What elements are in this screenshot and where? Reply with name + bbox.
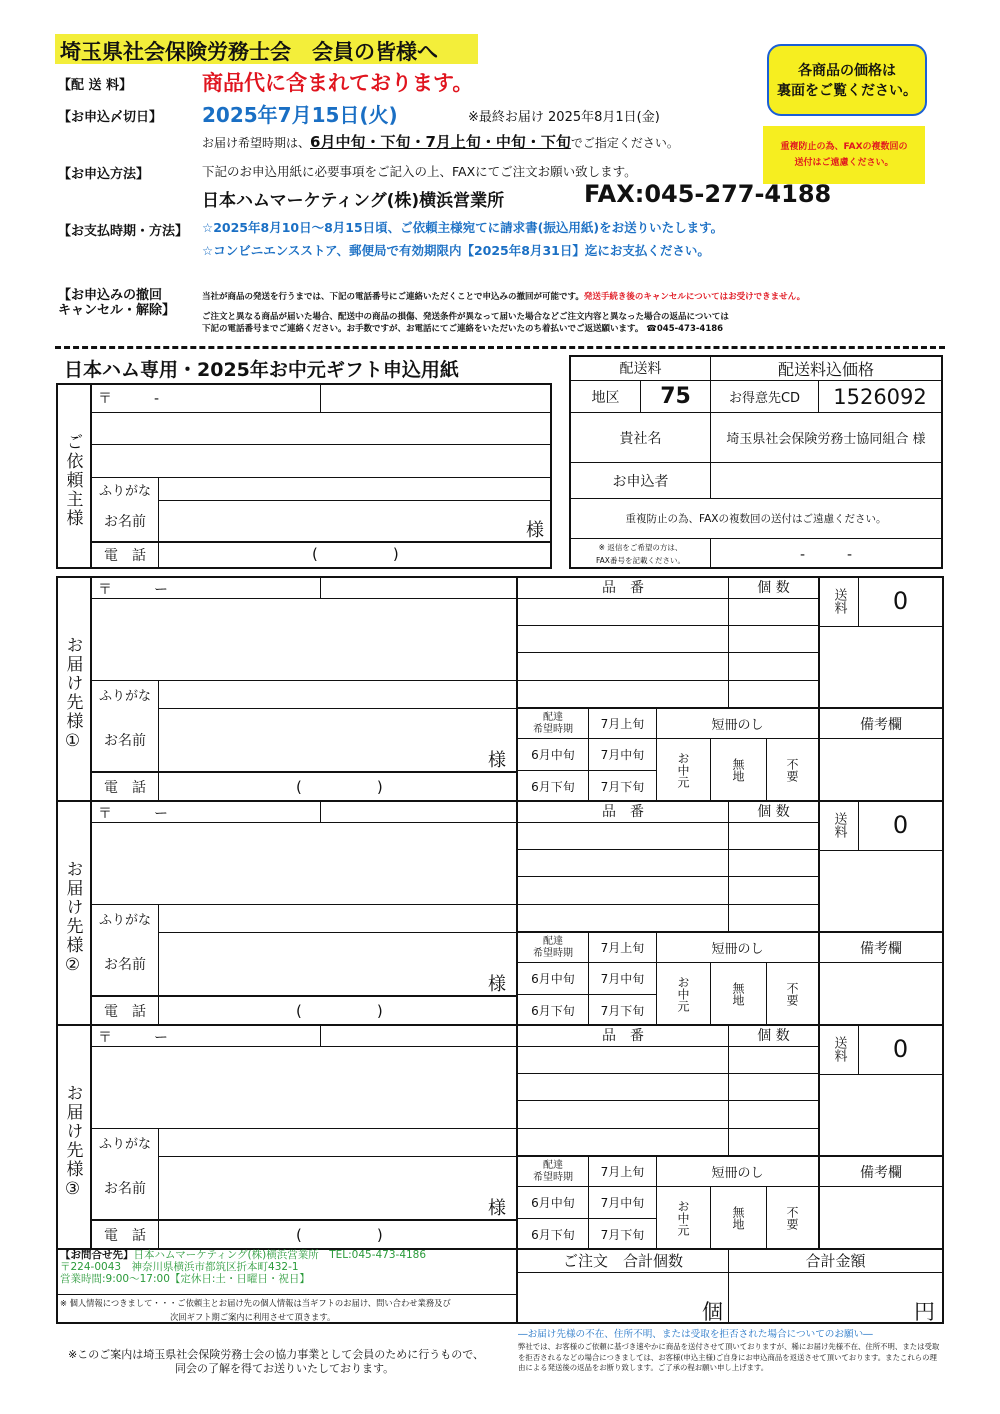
qty-header-3: 個 数: [757, 1028, 790, 1044]
recipient-phone-input-2[interactable]: ( ): [296, 1002, 383, 1020]
muji-option-1[interactable]: 無地: [731, 758, 745, 782]
delivery-time-label-3: 配達 希望時期: [533, 1159, 573, 1183]
recipient-address-input-1[interactable]: [92, 600, 516, 679]
recipient-furigana-label-3: ふりがな: [98, 1137, 151, 1152]
jul-early-2[interactable]: 7月上旬: [600, 941, 645, 955]
payment-label: 【お支払時期・方法】: [58, 224, 189, 239]
client-cd-label: お得意先CD: [728, 391, 801, 406]
requester-furigana-label: ふりがな: [98, 483, 151, 499]
item-no-input-1-4[interactable]: [518, 680, 728, 706]
fee-notes-1: [820, 627, 942, 707]
qty-input-1-1[interactable]: [729, 599, 818, 625]
rule: [320, 1024, 321, 1046]
rule: [320, 576, 321, 598]
item-no-input-1-1[interactable]: [518, 599, 728, 625]
cut-line: [55, 346, 945, 349]
jul-mid-1[interactable]: 7月中旬: [600, 748, 645, 762]
delivery-time-label-2: 配達 希望時期: [533, 935, 573, 959]
recipient-name-input-3[interactable]: [159, 1157, 484, 1219]
fuyo-option-2[interactable]: 不要: [785, 982, 799, 1006]
fee-value-2: 0: [892, 811, 909, 839]
requester-sama: 様: [526, 520, 544, 541]
jul-late-3[interactable]: 7月下旬: [600, 1228, 645, 1242]
item-no-header-1: 品 番: [602, 580, 644, 596]
fax-reply-input[interactable]: - -: [799, 547, 853, 563]
requester-phone-input[interactable]: ( ): [312, 545, 399, 563]
fee-notes-2: [820, 851, 942, 931]
jul-late-2[interactable]: 7月下旬: [600, 1004, 645, 1018]
fax-number: FAX:045-277-4188: [584, 180, 832, 208]
total-amount-unit: 円: [914, 1300, 935, 1324]
contact-info: [60, 1249, 426, 1285]
recipient-postal-input-3[interactable]: [150, 1025, 318, 1045]
qty-input-2-2[interactable]: [729, 850, 818, 876]
remarks-header-2: 備考欄: [860, 940, 902, 957]
ochugen-option-1[interactable]: お中元: [676, 752, 690, 788]
item-no-input-1-2[interactable]: [518, 626, 728, 652]
delivery-pre: お届け希望時期は、: [202, 136, 311, 150]
recipient-label-1: お届け先様①: [62, 635, 83, 753]
requester-address-input[interactable]: [92, 414, 550, 476]
shipping-value: 商品代に含まれております。: [202, 71, 474, 95]
area-label: 地区: [591, 389, 620, 406]
recipient-furigana-label-1: ふりがな: [98, 689, 151, 704]
jul-late-1[interactable]: 7月下旬: [600, 780, 645, 794]
remarks-header-1: 備考欄: [860, 716, 902, 733]
jul-early-3[interactable]: 7月上旬: [600, 1165, 645, 1179]
recipient-phone-label-1: 電 話: [104, 780, 146, 796]
qty-input-1-2[interactable]: [729, 626, 818, 652]
recipient-phone-label-2: 電 話: [104, 1004, 146, 1020]
jul-mid-3[interactable]: 7月中旬: [600, 1196, 645, 1210]
delivery-periods: 6月中旬・下旬・7月上旬・中旬・下旬: [310, 133, 571, 151]
client-cd-value: 1526092: [833, 384, 927, 409]
recipient-postal-input-1[interactable]: [150, 577, 318, 597]
contact-company: 日本ハムマーケティング(株)横浜営業所 TEL:045-473-4186: [133, 1249, 427, 1261]
jun-late-2[interactable]: 6月下旬: [531, 1004, 575, 1018]
cancel-text-b: 発送手続き後のキャンセルについてはお受けできません。: [583, 292, 806, 302]
applicant-label: お申込者: [612, 473, 669, 490]
rule: [58, 1294, 516, 1295]
qty-input-3-2[interactable]: [729, 1074, 818, 1100]
final-delivery: ※最終お届け 2025年8月1日(金): [468, 110, 660, 125]
jun-mid-2[interactable]: 6月中旬: [531, 972, 575, 986]
fax-reply-note: ※ 返信をご希望の方は、 FAX番号を記載ください。: [596, 543, 685, 565]
cancel-text-a: 当社が商品の発送を行うまでは、下記の電話番号にご連絡いただくことで申込みの撤回が可能です。: [202, 292, 584, 302]
item-no-input-3-3[interactable]: [518, 1101, 728, 1127]
recipient-sama-2: 様: [488, 974, 506, 995]
requester-postal-input[interactable]: [150, 384, 318, 411]
remarks-header-3: 備考欄: [860, 1164, 902, 1181]
shipping-label: 【配 送 料】: [58, 78, 133, 93]
jul-mid-2[interactable]: 7月中旬: [600, 972, 645, 986]
recipient-postal-2: 〒 ー: [98, 806, 168, 822]
noshi-header-1: 短冊のし: [711, 718, 764, 733]
delivery-post: でご指定ください。: [570, 136, 679, 150]
fuyo-option-1[interactable]: 不要: [785, 758, 799, 782]
qty-input-3-1[interactable]: [729, 1047, 818, 1073]
total-qty-unit: 個: [702, 1300, 723, 1324]
qty-input-1-3[interactable]: [729, 653, 818, 679]
price-note-text: 各商品の価格は 裏面をご覧ください。: [777, 63, 917, 99]
item-no-input-3-2[interactable]: [518, 1074, 728, 1100]
recipient-label-2: お届け先様②: [62, 859, 83, 977]
fee-value-1: 0: [892, 587, 909, 615]
recipient-label-3: お届け先様③: [62, 1083, 83, 1201]
privacy-1: ※ 個人情報につきまして・・・ご依頼主とお届け先の個人情報は当ギフトのお届け、問い合わせ業務及び: [60, 1298, 451, 1308]
company-name: 日本ハムマーケティング(株)横浜営業所: [202, 191, 505, 211]
delivery-time-label-1: 配達 希望時期: [533, 711, 573, 735]
fee-label-1: 送料: [831, 588, 847, 614]
applicant-input[interactable]: [711, 463, 941, 498]
recipient-name-label-2: お名前: [104, 957, 146, 973]
company-label: 貴社名: [619, 430, 662, 447]
cancel-line-1: [202, 290, 805, 302]
total-qty-input[interactable]: [518, 1273, 698, 1323]
bottom-note-1: ※このご案内は埼玉県社会保険労務士会の協力事業として会員のために行うもので、: [68, 1348, 484, 1361]
recipient-phone-label-3: 電 話: [104, 1228, 146, 1244]
contact-address: 〒224-0043 神奈川県横浜市都筑区折本町432-1: [60, 1261, 299, 1273]
area-value: 75: [660, 384, 691, 409]
dup-note-box: [763, 126, 925, 184]
deadline-value: 2025年7月15日(火): [202, 103, 398, 127]
fee-value-3: 0: [892, 1035, 909, 1063]
jul-early-1[interactable]: 7月上旬: [600, 717, 645, 731]
recipient-furigana-label-2: ふりがな: [98, 913, 151, 928]
fee-notes-3: [820, 1075, 942, 1155]
total-amount-input[interactable]: [729, 1273, 909, 1323]
recipient-furigana-input-3[interactable]: [159, 1129, 516, 1156]
requester-name-label: お名前: [104, 514, 146, 530]
muji-option-3[interactable]: 無地: [731, 1206, 745, 1230]
recipient-postal-1: 〒 ー: [98, 582, 168, 598]
payment-line-1: ☆2025年8月10日～8月15日頃、ご依頼主様宛てに請求書(振込用紙)をお送りいたします。: [202, 220, 724, 235]
qty-input-3-3[interactable]: [729, 1101, 818, 1127]
dup-note-text: 重複防止の為、FAXの複数回の 送付はご遠慮ください。: [780, 142, 908, 168]
deadline-label: 【お申込〆切日】: [58, 110, 163, 125]
fee-label-2: 送料: [831, 812, 847, 838]
jun-mid-1[interactable]: 6月中旬: [531, 748, 575, 762]
item-no-input-3-1[interactable]: [518, 1047, 728, 1073]
jun-late-1[interactable]: 6月下旬: [531, 780, 575, 794]
item-no-input-1-3[interactable]: [518, 653, 728, 679]
jun-mid-3[interactable]: 6月中旬: [531, 1196, 575, 1210]
jun-late-3[interactable]: 6月下旬: [531, 1228, 575, 1242]
requester-postal: 〒 -: [98, 391, 160, 407]
recipient-name-label-1: お名前: [104, 733, 146, 749]
cancel-line-2: ご注文と異なる商品が届いた場合、配送中の商品の損傷、発送条件が異なって届いた場合などご注文内容と異なった場合の返品については: [202, 312, 729, 322]
qty-header-2: 個 数: [757, 804, 790, 820]
fee-label-3: 送料: [831, 1036, 847, 1062]
form-title: 日本ハム専用・2025年お中元ギフト申込用紙: [64, 359, 459, 381]
page-title: 埼玉県社会保険労務士会 会員の皆様へ: [60, 40, 438, 64]
notice-title: ―お届け先様の不在、住所不明、または受取を拒否された場合についてのお願い―: [518, 1329, 873, 1340]
recipient-furigana-input-1[interactable]: [159, 681, 516, 708]
remarks-input-1[interactable]: [820, 739, 942, 801]
recipient-sama-1: 様: [488, 750, 506, 771]
noshi-header-2: 短冊のし: [711, 942, 764, 957]
item-no-input-3-4[interactable]: [518, 1128, 728, 1154]
bottom-note-2: 同会の了解を得てお送りいたしております。: [175, 1362, 395, 1375]
qty-input-2-3[interactable]: [729, 877, 818, 903]
qty-header-1: 個 数: [757, 580, 790, 596]
shipping-fee-incl-header: 配送料込価格: [777, 359, 874, 379]
recipient-phone-input-1[interactable]: ( ): [296, 778, 383, 796]
requester-name-input[interactable]: [159, 501, 519, 541]
item-no-input-2-4[interactable]: [518, 904, 728, 930]
item-no-input-2-2[interactable]: [518, 850, 728, 876]
price-note-box: [767, 44, 927, 116]
qty-input-2-1[interactable]: [729, 823, 818, 849]
item-no-header-3: 品 番: [602, 1028, 644, 1044]
recipient-sama-3: 様: [488, 1198, 506, 1219]
rule: [320, 383, 321, 412]
noshi-header-3: 短冊のし: [711, 1166, 764, 1181]
method-text: 下記のお申込用紙に必要事項をご記入の上、FAXにてご注文お願い致します。: [202, 164, 637, 179]
fuyo-option-3[interactable]: 不要: [785, 1206, 799, 1230]
recipient-name-input-1[interactable]: [159, 709, 484, 771]
qty-input-1-4[interactable]: [729, 680, 818, 706]
company-value: 埼玉県社会保険労務士協同組合 様: [726, 432, 926, 447]
recipient-furigana-input-2[interactable]: [159, 905, 516, 932]
rule: [320, 800, 321, 822]
method-label: 【お申込方法】: [58, 167, 150, 182]
requester-phone-label: 電 話: [104, 548, 146, 564]
recipient-address-input-2[interactable]: [92, 824, 516, 903]
contact-hours: 営業時間:9:00～17:00【定休日:土・日曜日・祝日】: [60, 1273, 310, 1285]
shipping-fee-header: 配送料: [619, 361, 662, 377]
recipient-postal-3: 〒 ー: [98, 1030, 168, 1046]
remarks-input-3[interactable]: [820, 1187, 942, 1249]
item-no-input-2-3[interactable]: [518, 877, 728, 903]
item-no-input-2-1[interactable]: [518, 823, 728, 849]
recipient-name-input-2[interactable]: [159, 933, 484, 995]
cancel-line-3: 下記の電話番号までご連絡ください。お手数ですが、お電話にてご連絡をいただいたのち着払いでご返送願います。 ☎045-473-4186: [202, 324, 724, 334]
ochugen-option-2[interactable]: お中元: [676, 976, 690, 1012]
ochugen-option-3[interactable]: お中元: [676, 1200, 690, 1236]
contact-label: 【お問合せ先】: [60, 1249, 134, 1261]
customer-dup-note: 重複防止の為、FAXの複数回の送付はご遠慮ください。: [625, 513, 887, 525]
recipient-name-label-3: お名前: [104, 1181, 146, 1197]
delivery-period-line: [202, 131, 679, 152]
cancel-label: 【お申込みの撤回 キャンセル・解除】: [58, 288, 176, 318]
remarks-input-2[interactable]: [820, 963, 942, 1025]
privacy-2: 次回ギフト期ご案内に利用させて頂きます。: [170, 1312, 336, 1322]
requester-label: ご依頼主様: [62, 432, 83, 528]
recipient-postal-input-2[interactable]: [150, 801, 318, 821]
total-amount-label: 合計金額: [805, 1252, 866, 1270]
recipient-address-input-3[interactable]: [92, 1048, 516, 1127]
payment-line-2: ☆コンビニエンスストア、郵便局で有効期限内【2025年8月31日】迄にお支払ください。: [202, 243, 710, 258]
muji-option-2[interactable]: 無地: [731, 982, 745, 1006]
requester-furigana-input[interactable]: [159, 478, 550, 500]
rule: [92, 412, 550, 413]
qty-input-3-4[interactable]: [729, 1128, 818, 1154]
recipient-phone-input-3[interactable]: ( ): [296, 1226, 383, 1244]
notice-text: 弊社では、お客様のご依頼に基づき速やかに商品を送付させて頂いておりますが、稀にお届け先様不在、住所不明、または受取を拒否されるなどの場合につきましては、お客様(申込主様)ご自身にお申込商品を返送させて頂いております。またこれらの理由による発送後の返品をお断り致します。ご了承の程お願い申し上げます。: [518, 1342, 940, 1372]
item-no-header-2: 品 番: [602, 804, 644, 820]
qty-input-2-4[interactable]: [729, 904, 818, 930]
total-qty-label: ご注文 合計個数: [562, 1252, 683, 1270]
